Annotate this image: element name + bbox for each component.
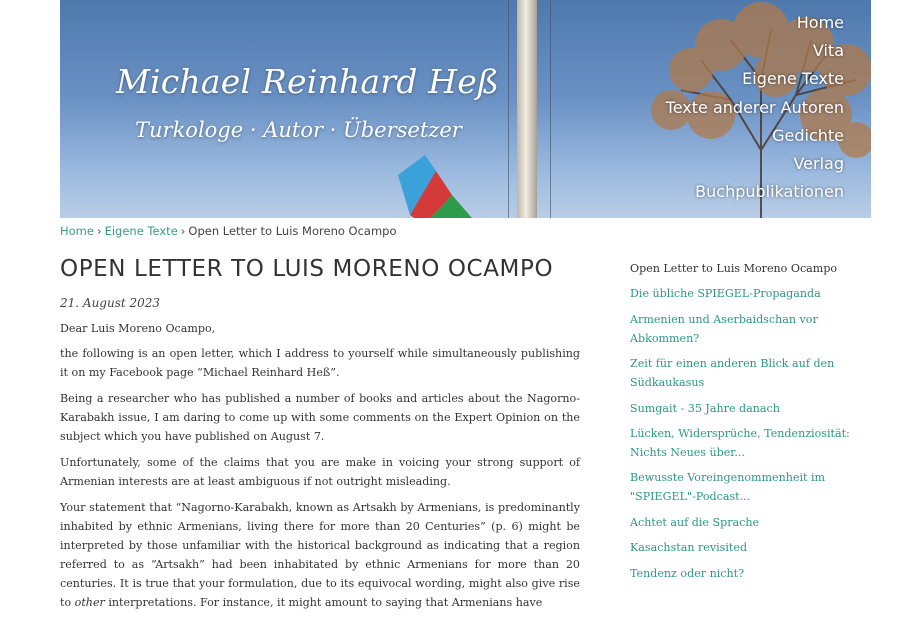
article-paragraph: the following is an open letter, which I address to yourself while simultaneously publishing it on my Facebook page “Michael Reinhard Heß”. bbox=[60, 347, 580, 379]
sidebar-link[interactable]: Zeit für einen anderen Blick auf den Südkaukasus bbox=[630, 357, 835, 390]
paragraph-text: Your statement that “Nagorno-Karabakh, known as Artsakh by Armenians, is predominantly inhabited by ethnic Armenians, living there for more than 20 Centuries” (p. 6) might be interpreted by those unfamiliar with the historical background as indicating that a region referred to as “Artsakh” had been inhabitated by ethnic Armenians for more than 20 centuries. It is true that your formulation, due to its equivocal wording, might also give rise to bbox=[60, 501, 580, 609]
sidebar-link[interactable]: Sumgait - 35 Jahre danach bbox=[630, 401, 780, 415]
article-paragraph: Unfortunately, some of the claims that you are make in voicing your strong support of Armenian interests are at least ambiguous if not outright misleading. bbox=[60, 456, 580, 488]
article-greeting: Dear Luis Moreno Ocampo, bbox=[60, 322, 216, 335]
emphasis-text: other bbox=[74, 596, 105, 609]
breadcrumb-separator: › bbox=[180, 224, 186, 238]
power-line bbox=[508, 0, 509, 218]
nav-verlag[interactable]: Verlag bbox=[793, 154, 844, 174]
nav-buchpublikationen[interactable]: Buchpublikationen bbox=[695, 182, 844, 202]
breadcrumb-separator: › bbox=[96, 224, 102, 238]
article bbox=[60, 256, 580, 619]
article-paragraph: Being a researcher who has published a number of books and articles about the Nagorno-Karabakh issue, I am daring to come up with some comments on the Expert Opinion on the subject which you have published on August 7. bbox=[60, 392, 580, 443]
sidebar-link-current[interactable]: Open Letter to Luis Moreno Ocampo bbox=[630, 262, 838, 275]
breadcrumb bbox=[60, 224, 397, 238]
sidebar-link[interactable]: Armenien und Aserbaidschan vor Abkommen? bbox=[630, 312, 818, 345]
nav-gedichte[interactable]: Gedichte bbox=[772, 125, 844, 145]
nav-eigene-texte[interactable]: Eigene Texte bbox=[742, 69, 844, 89]
sidebar-link[interactable]: Tendenz oder nicht? bbox=[630, 566, 745, 580]
recent-posts-sidebar bbox=[630, 259, 880, 589]
article-date: 21. August 2023 bbox=[60, 296, 161, 310]
breadcrumb-eigene-texte[interactable]: Eigene Texte bbox=[104, 224, 178, 238]
site-subtitle: Turkologe · Autor · Übersetzer bbox=[135, 118, 462, 142]
site-title[interactable]: Michael Reinhard Heß bbox=[116, 62, 500, 101]
breadcrumb-home[interactable]: Home bbox=[60, 224, 94, 238]
main-nav bbox=[666, 9, 844, 206]
flag-image bbox=[390, 155, 478, 218]
page-title: OPEN LETTER TO LUIS MORENO OCAMPO bbox=[60, 256, 554, 282]
article-body bbox=[60, 319, 580, 612]
sidebar-link[interactable]: Kasachstan revisited bbox=[630, 541, 748, 555]
article-paragraph bbox=[60, 498, 580, 612]
sidebar-link[interactable]: Lücken, Widersprüche, Tendenziosität: Nichts Neues über... bbox=[630, 426, 850, 459]
paragraph-text: interpretations. For instance, it might amount to saying that Armenians have bbox=[104, 596, 543, 609]
header-banner bbox=[60, 0, 871, 218]
breadcrumb-current: Open Letter to Luis Moreno Ocampo bbox=[188, 224, 397, 238]
power-line bbox=[550, 0, 551, 218]
nav-vita[interactable]: Vita bbox=[812, 41, 844, 61]
sidebar-link[interactable]: Die übliche SPIEGEL-Propaganda bbox=[630, 287, 821, 301]
flagpole-image bbox=[517, 0, 537, 218]
sidebar-link[interactable]: Achtet auf die Sprache bbox=[630, 515, 760, 529]
nav-home[interactable]: Home bbox=[796, 13, 844, 32]
nav-texte-anderer-autoren[interactable]: Texte anderer Autoren bbox=[665, 97, 844, 117]
sidebar-link[interactable]: Bewusste Voreingenommenheit im "SPIEGEL"-Podcast... bbox=[630, 471, 826, 504]
